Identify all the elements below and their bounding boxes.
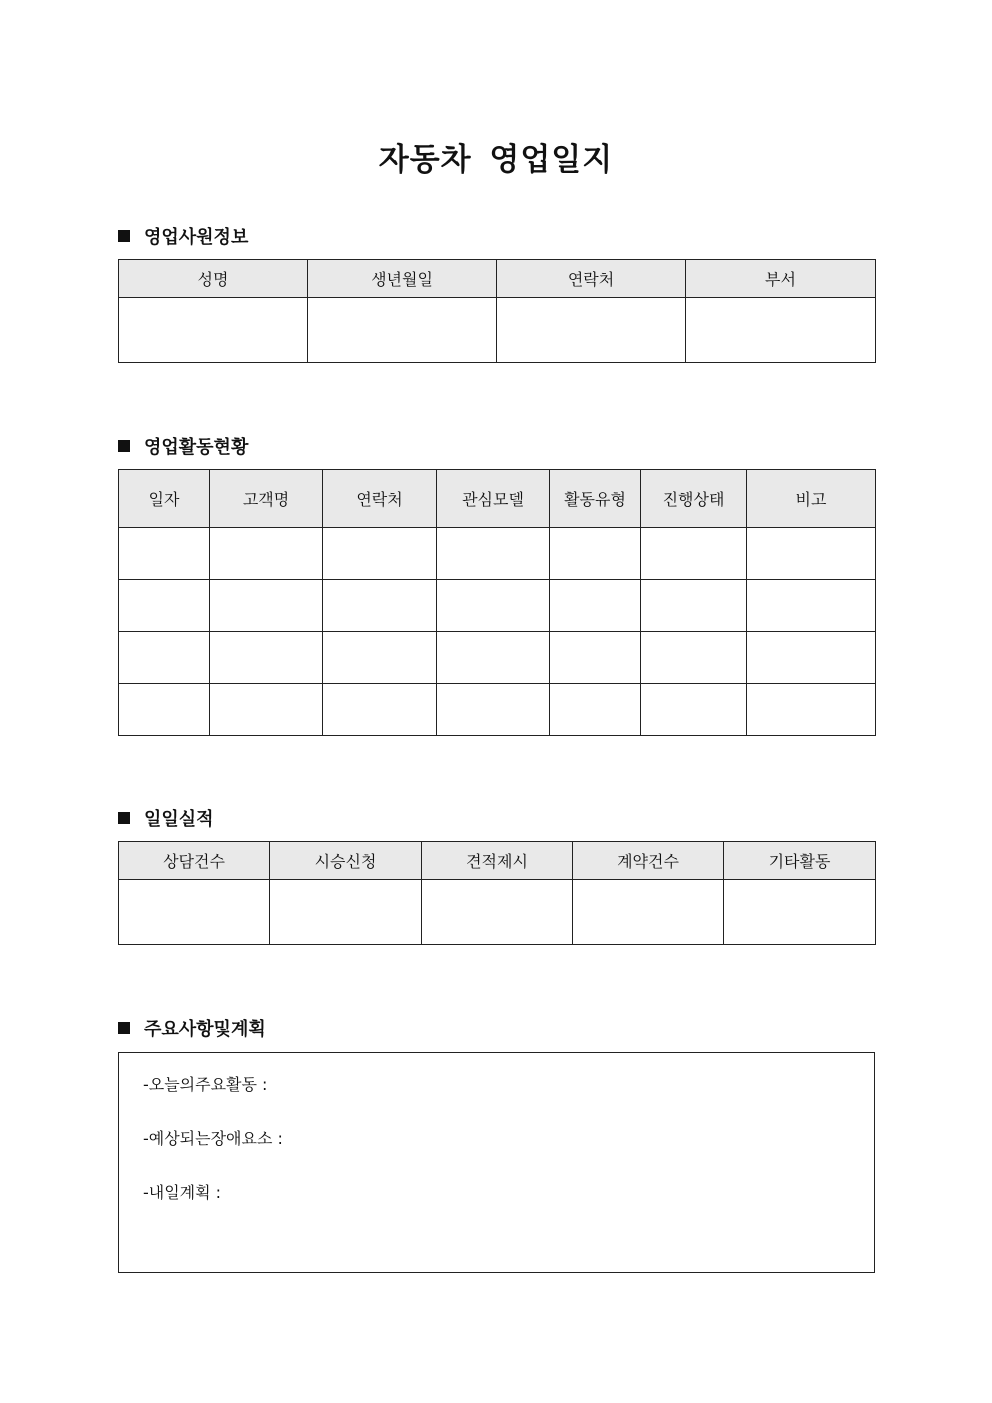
column-header: 기타활동: [724, 842, 876, 880]
column-header: 고객명: [210, 470, 323, 528]
table-row: [119, 298, 876, 363]
column-header: 생년월일: [308, 260, 497, 298]
table-cell[interactable]: [724, 880, 876, 945]
column-header: 비고: [747, 470, 876, 528]
table-cell[interactable]: [323, 580, 437, 632]
column-header: 계약건수: [573, 842, 724, 880]
page-title: 자동차 영업일지: [378, 142, 614, 178]
table-header-row: [119, 842, 876, 880]
column-header: 관심모델: [437, 470, 550, 528]
table-cell[interactable]: [747, 632, 876, 684]
square-bullet-icon: [118, 1022, 130, 1034]
table-cell[interactable]: [210, 580, 323, 632]
column-header: 연락처: [323, 470, 437, 528]
square-bullet-icon: [118, 230, 130, 242]
daily-results-table: [118, 841, 876, 945]
table-row: [119, 580, 876, 632]
table-header-row: [119, 260, 876, 298]
section-heading-label: 영업활동현황: [144, 437, 249, 458]
table-row: [119, 632, 876, 684]
note-tomorrow-plan: -내일계획 :: [143, 1183, 222, 1202]
table-cell[interactable]: [119, 684, 210, 736]
table-cell[interactable]: [210, 684, 323, 736]
notes-box[interactable]: [118, 1052, 875, 1273]
column-header: 견적제시: [422, 842, 573, 880]
table-cell[interactable]: [210, 528, 323, 580]
table-cell[interactable]: [323, 684, 437, 736]
column-header: 진행상태: [641, 470, 747, 528]
table-cell[interactable]: [119, 632, 210, 684]
column-header: 성명: [119, 260, 308, 298]
section-heading-label: 주요사항및계획: [144, 1019, 266, 1040]
table-cell[interactable]: [323, 632, 437, 684]
table-cell[interactable]: [747, 580, 876, 632]
column-header: 활동유형: [550, 470, 641, 528]
table-cell[interactable]: [686, 298, 876, 363]
table-cell[interactable]: [573, 880, 724, 945]
table-cell[interactable]: [210, 632, 323, 684]
table-cell[interactable]: [497, 298, 686, 363]
note-expected-obstacles: -예상되는장애요소 :: [143, 1129, 283, 1148]
table-cell[interactable]: [119, 580, 210, 632]
column-header: 일자: [119, 470, 210, 528]
square-bullet-icon: [118, 440, 130, 452]
column-header: 상담건수: [119, 842, 270, 880]
table-cell[interactable]: [641, 528, 747, 580]
column-header: 부서: [686, 260, 876, 298]
table-row: [119, 684, 876, 736]
table-cell[interactable]: [747, 528, 876, 580]
square-bullet-icon: [118, 812, 130, 824]
table-cell[interactable]: [437, 684, 550, 736]
table-cell[interactable]: [641, 632, 747, 684]
table-cell[interactable]: [641, 580, 747, 632]
sales-rep-table: [118, 259, 876, 363]
column-header: 시승신청: [270, 842, 422, 880]
section-heading-label: 일일실적: [144, 809, 214, 830]
section-heading-daily: [118, 805, 214, 831]
table-cell[interactable]: [641, 684, 747, 736]
column-header: 연락처: [497, 260, 686, 298]
table-cell[interactable]: [747, 684, 876, 736]
table-cell[interactable]: [550, 580, 641, 632]
table-cell[interactable]: [437, 528, 550, 580]
table-cell[interactable]: [550, 632, 641, 684]
table-cell[interactable]: [437, 632, 550, 684]
note-today-activities: -오늘의주요활동 :: [143, 1075, 268, 1094]
table-cell[interactable]: [323, 528, 437, 580]
table-header-row: [119, 470, 876, 528]
table-cell[interactable]: [437, 580, 550, 632]
section-heading-activities: [118, 433, 248, 459]
section-heading-label: 영업사원정보: [144, 227, 249, 248]
activities-table: [118, 469, 876, 736]
table-cell[interactable]: [119, 880, 270, 945]
section-heading-sales-rep: [118, 223, 248, 249]
section-heading-notes: [118, 1015, 266, 1041]
table-cell[interactable]: [422, 880, 573, 945]
table-row: [119, 880, 876, 945]
table-cell[interactable]: [550, 528, 641, 580]
table-cell[interactable]: [270, 880, 422, 945]
table-cell[interactable]: [119, 298, 308, 363]
table-cell[interactable]: [550, 684, 641, 736]
table-cell[interactable]: [308, 298, 497, 363]
table-row: [119, 528, 876, 580]
table-cell[interactable]: [119, 528, 210, 580]
